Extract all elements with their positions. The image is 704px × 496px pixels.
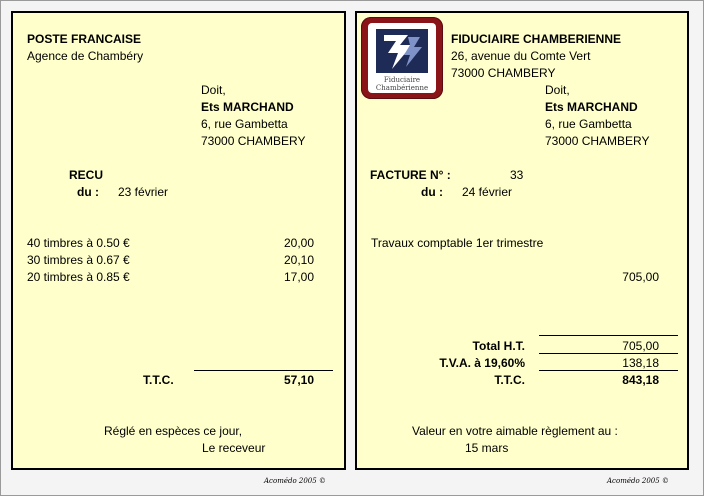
date-value: 23 février xyxy=(118,185,169,199)
logo-badge xyxy=(368,23,436,93)
date-label: du : xyxy=(77,185,99,199)
payment-terms: Valeur en votre aimable règlement au : xyxy=(412,424,618,438)
client-city: 73000 CHAMBERY xyxy=(545,134,650,148)
sender-name: POSTE FRANCAISE xyxy=(27,32,142,46)
ttc-label: T.T.C. xyxy=(494,373,525,387)
tva-value: 138,18 xyxy=(622,356,659,370)
ht-separator xyxy=(539,353,678,354)
sender-subtitle: Agence de Chambéry xyxy=(27,49,144,63)
invoice-card xyxy=(355,11,689,470)
total-ht-value: 705,00 xyxy=(622,339,659,353)
invoice-number: 33 xyxy=(510,168,524,182)
receipt-card xyxy=(11,11,346,470)
doit-label: Doit, xyxy=(201,83,226,97)
logo-text: Fiduciaire xyxy=(383,76,421,84)
company-street: 26, avenue du Comte Vert xyxy=(451,49,591,63)
item-amount: 20,10 xyxy=(283,253,314,267)
receipt-label: RECU xyxy=(69,168,104,182)
logo-mark-icon xyxy=(368,25,436,77)
total-separator xyxy=(194,370,333,371)
ttc-value: 843,18 xyxy=(622,373,659,387)
subtotal-separator xyxy=(539,335,678,336)
doit-label: Doit, xyxy=(545,83,570,97)
company-name: FIDUCIAIRE CHAMBERIENNE xyxy=(451,32,622,46)
company-logo xyxy=(361,17,443,99)
client-name: Ets MARCHAND xyxy=(201,100,294,114)
receiver-signature: Le receveur xyxy=(202,441,266,455)
client-city: 73000 CHAMBERY xyxy=(201,134,306,148)
footer-copyright-left: Acomédo 2005 © xyxy=(264,477,326,485)
footer-copyright-right: Acomédo 2005 © xyxy=(607,477,669,485)
company-city: 73000 CHAMBERY xyxy=(451,66,556,80)
tva-label: T.V.A. à 19,60% xyxy=(439,356,525,370)
service-amount: 705,00 xyxy=(622,270,659,284)
ttc-label: T.T.C. xyxy=(143,373,174,387)
item-description: 30 timbres à 0.67 € xyxy=(27,253,130,267)
logo-text: Chambérienne xyxy=(375,84,429,92)
due-date: 15 mars xyxy=(465,441,509,455)
invoice-number-label: FACTURE N° : xyxy=(370,168,451,182)
item-amount: 20,00 xyxy=(283,236,314,250)
ttc-value: 57,10 xyxy=(283,373,314,387)
item-description: 20 timbres à 0.85 € xyxy=(27,270,130,284)
date-value: 24 février xyxy=(462,185,513,199)
payment-note: Réglé en espèces ce jour, xyxy=(104,424,243,438)
client-street: 6, rue Gambetta xyxy=(201,117,288,131)
total-ht-label: Total H.T. xyxy=(472,339,525,353)
service-description: Travaux comptable 1er trimestre xyxy=(371,236,544,250)
client-street: 6, rue Gambetta xyxy=(545,117,632,131)
date-label: du : xyxy=(421,185,443,199)
item-description: 40 timbres à 0.50 € xyxy=(27,236,130,250)
client-name: Ets MARCHAND xyxy=(545,100,638,114)
tva-separator xyxy=(539,370,678,371)
item-amount: 17,00 xyxy=(283,270,314,284)
